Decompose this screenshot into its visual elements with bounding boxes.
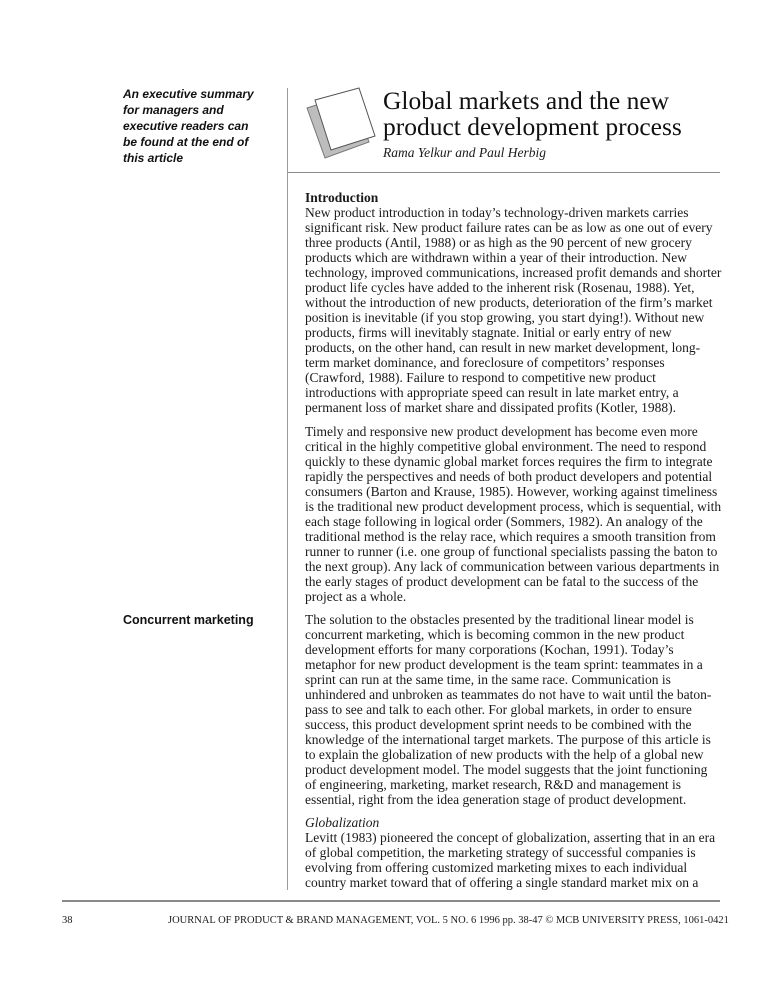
text-line: permanent loss of market share and dissipated profits (Kotler, 1988). xyxy=(305,400,676,415)
text-line: evolving from offering customized marketing mixes to each individual xyxy=(305,860,688,875)
text-line: concurrent marketing, which is becoming common in the new product xyxy=(305,627,685,642)
text-line: country market toward that of offering a single standard market mix on a xyxy=(305,875,699,890)
paragraph-2 xyxy=(305,424,721,604)
text-line: product development model. The model suggests that the joint functioning xyxy=(305,762,708,777)
summary-line: executive readers can xyxy=(123,119,249,133)
article-logo-icon xyxy=(303,86,379,164)
paragraph-3 xyxy=(305,612,711,807)
text-line: the early stages of product development can be fatal to the success of the xyxy=(305,574,699,589)
page-number: 38 xyxy=(62,915,73,926)
text-line: Levitt (1983) pioneered the concept of globalization, asserting that in an era xyxy=(305,830,716,845)
article-title xyxy=(383,88,682,140)
text-line: New product introduction in today’s technology-driven markets carries xyxy=(305,205,689,220)
text-line: introductions with appropriate speed can result in late market entry, a xyxy=(305,385,679,400)
summary-line: this article xyxy=(123,151,184,165)
section-heading-concurrent-marketing: Concurrent marketing xyxy=(123,613,254,627)
text-line: without the introduction of new products, deterioration of the firm’s market xyxy=(305,295,713,310)
text-line: (Crawford, 1988). Failure to respond to competitive new product xyxy=(305,370,656,385)
text-line: the next group). Any lack of communication between various departments in xyxy=(305,559,720,574)
text-line: to explain the globalization of new products with the help of a global new xyxy=(305,747,704,762)
text-line: term market dominance, and foreclosure of competitors’ responses xyxy=(305,355,665,370)
summary-line: be found at the end of xyxy=(123,135,249,149)
text-line: each stage following in logical order (Sommers, 1982). An analogy of the xyxy=(305,514,703,529)
text-line: is the traditional new product development process, which is sequential, with xyxy=(305,499,722,514)
text-line: products, firms will inevitably stagnate. Initial or early entry of new xyxy=(305,325,672,340)
text-line: essential, right from the idea generation stage of product development. xyxy=(305,792,687,807)
text-line: position is inevitable (if you stop growing, you start dying!). Without new xyxy=(305,310,705,325)
text-line: pass to see and talk to each other. For global markets, in order to ensure xyxy=(305,702,692,717)
paragraph-1 xyxy=(305,205,721,415)
text-line: rapidly the perspectives and needs of both product developers and potential xyxy=(305,469,713,484)
text-line: consumers (Barton and Krause, 1985). However, working against timeliness xyxy=(305,484,718,499)
text-line: of engineering, marketing, market research, R&D and management is xyxy=(305,777,681,792)
text-line: knowledge of the international target markets. The purpose of this article is xyxy=(305,732,711,747)
text-line: products, on the other hand, can result in new market development, long- xyxy=(305,340,701,355)
text-line: of global competition, the marketing strategy of successful companies is xyxy=(305,845,696,860)
summary-line: An executive summary xyxy=(123,87,254,101)
text-line: quickly to these dynamic global market forces requires the firm to integrate xyxy=(305,454,713,469)
text-line: Timely and responsive new product development has become even more xyxy=(305,424,698,439)
text-line: technology, improved communications, increased profit demands and shorter xyxy=(305,265,722,280)
text-line: products which are withdrawn within a year of their introduction. New xyxy=(305,250,688,265)
text-line: significant risk. New product failure rates can be as low as one out of every xyxy=(305,220,713,235)
text-line: product life cycles have added to the inherent risk (Rosenau, 1988). Yet, xyxy=(305,280,695,295)
column-divider xyxy=(287,88,288,890)
title-line: product development process xyxy=(383,112,682,141)
text-line: critical in the highly competitive global environment. The need to respond xyxy=(305,439,707,454)
text-line: development efforts for many corporations (Kochan, 1991). Today’s xyxy=(305,642,674,657)
section-heading-introduction: Introduction xyxy=(305,190,379,205)
footer-divider xyxy=(62,900,720,902)
journal-citation: JOURNAL OF PRODUCT & BRAND MANAGEMENT, VOL. 5 NO. 6 1996 pp. 38-47 © MCB UNIVERSITY PRESS, 1061-0421 xyxy=(168,915,729,926)
paragraph-4 xyxy=(305,830,715,890)
subheading-globalization: Globalization xyxy=(305,815,380,830)
text-line: sprint can run at the same time, in the same race. Communication is xyxy=(305,672,671,687)
summary-line: for managers and xyxy=(123,103,224,117)
text-line: three products (Antil, 1988) or as high as the 90 percent of new grocery xyxy=(305,235,692,250)
text-line: success, this product development sprint needs to be combined with the xyxy=(305,717,692,732)
text-line: metaphor for new product development is the team sprint: teammates in a xyxy=(305,657,703,672)
title-line: Global markets and the new xyxy=(383,86,670,115)
header-divider xyxy=(288,172,720,173)
text-line: runner to runner (i.e. one group of functional specialists passing the baton to xyxy=(305,544,718,559)
text-line: project as a whole. xyxy=(305,589,407,604)
text-line: The solution to the obstacles presented by the traditional linear model is xyxy=(305,612,694,627)
text-line: traditional method is the relay race, which requires a smooth transition from xyxy=(305,529,716,544)
text-line: unhindered and unbroken as teammates do not have to wait until the baton- xyxy=(305,687,712,702)
executive-summary-note xyxy=(123,86,273,166)
article-authors: Rama Yelkur and Paul Herbig xyxy=(383,145,546,160)
